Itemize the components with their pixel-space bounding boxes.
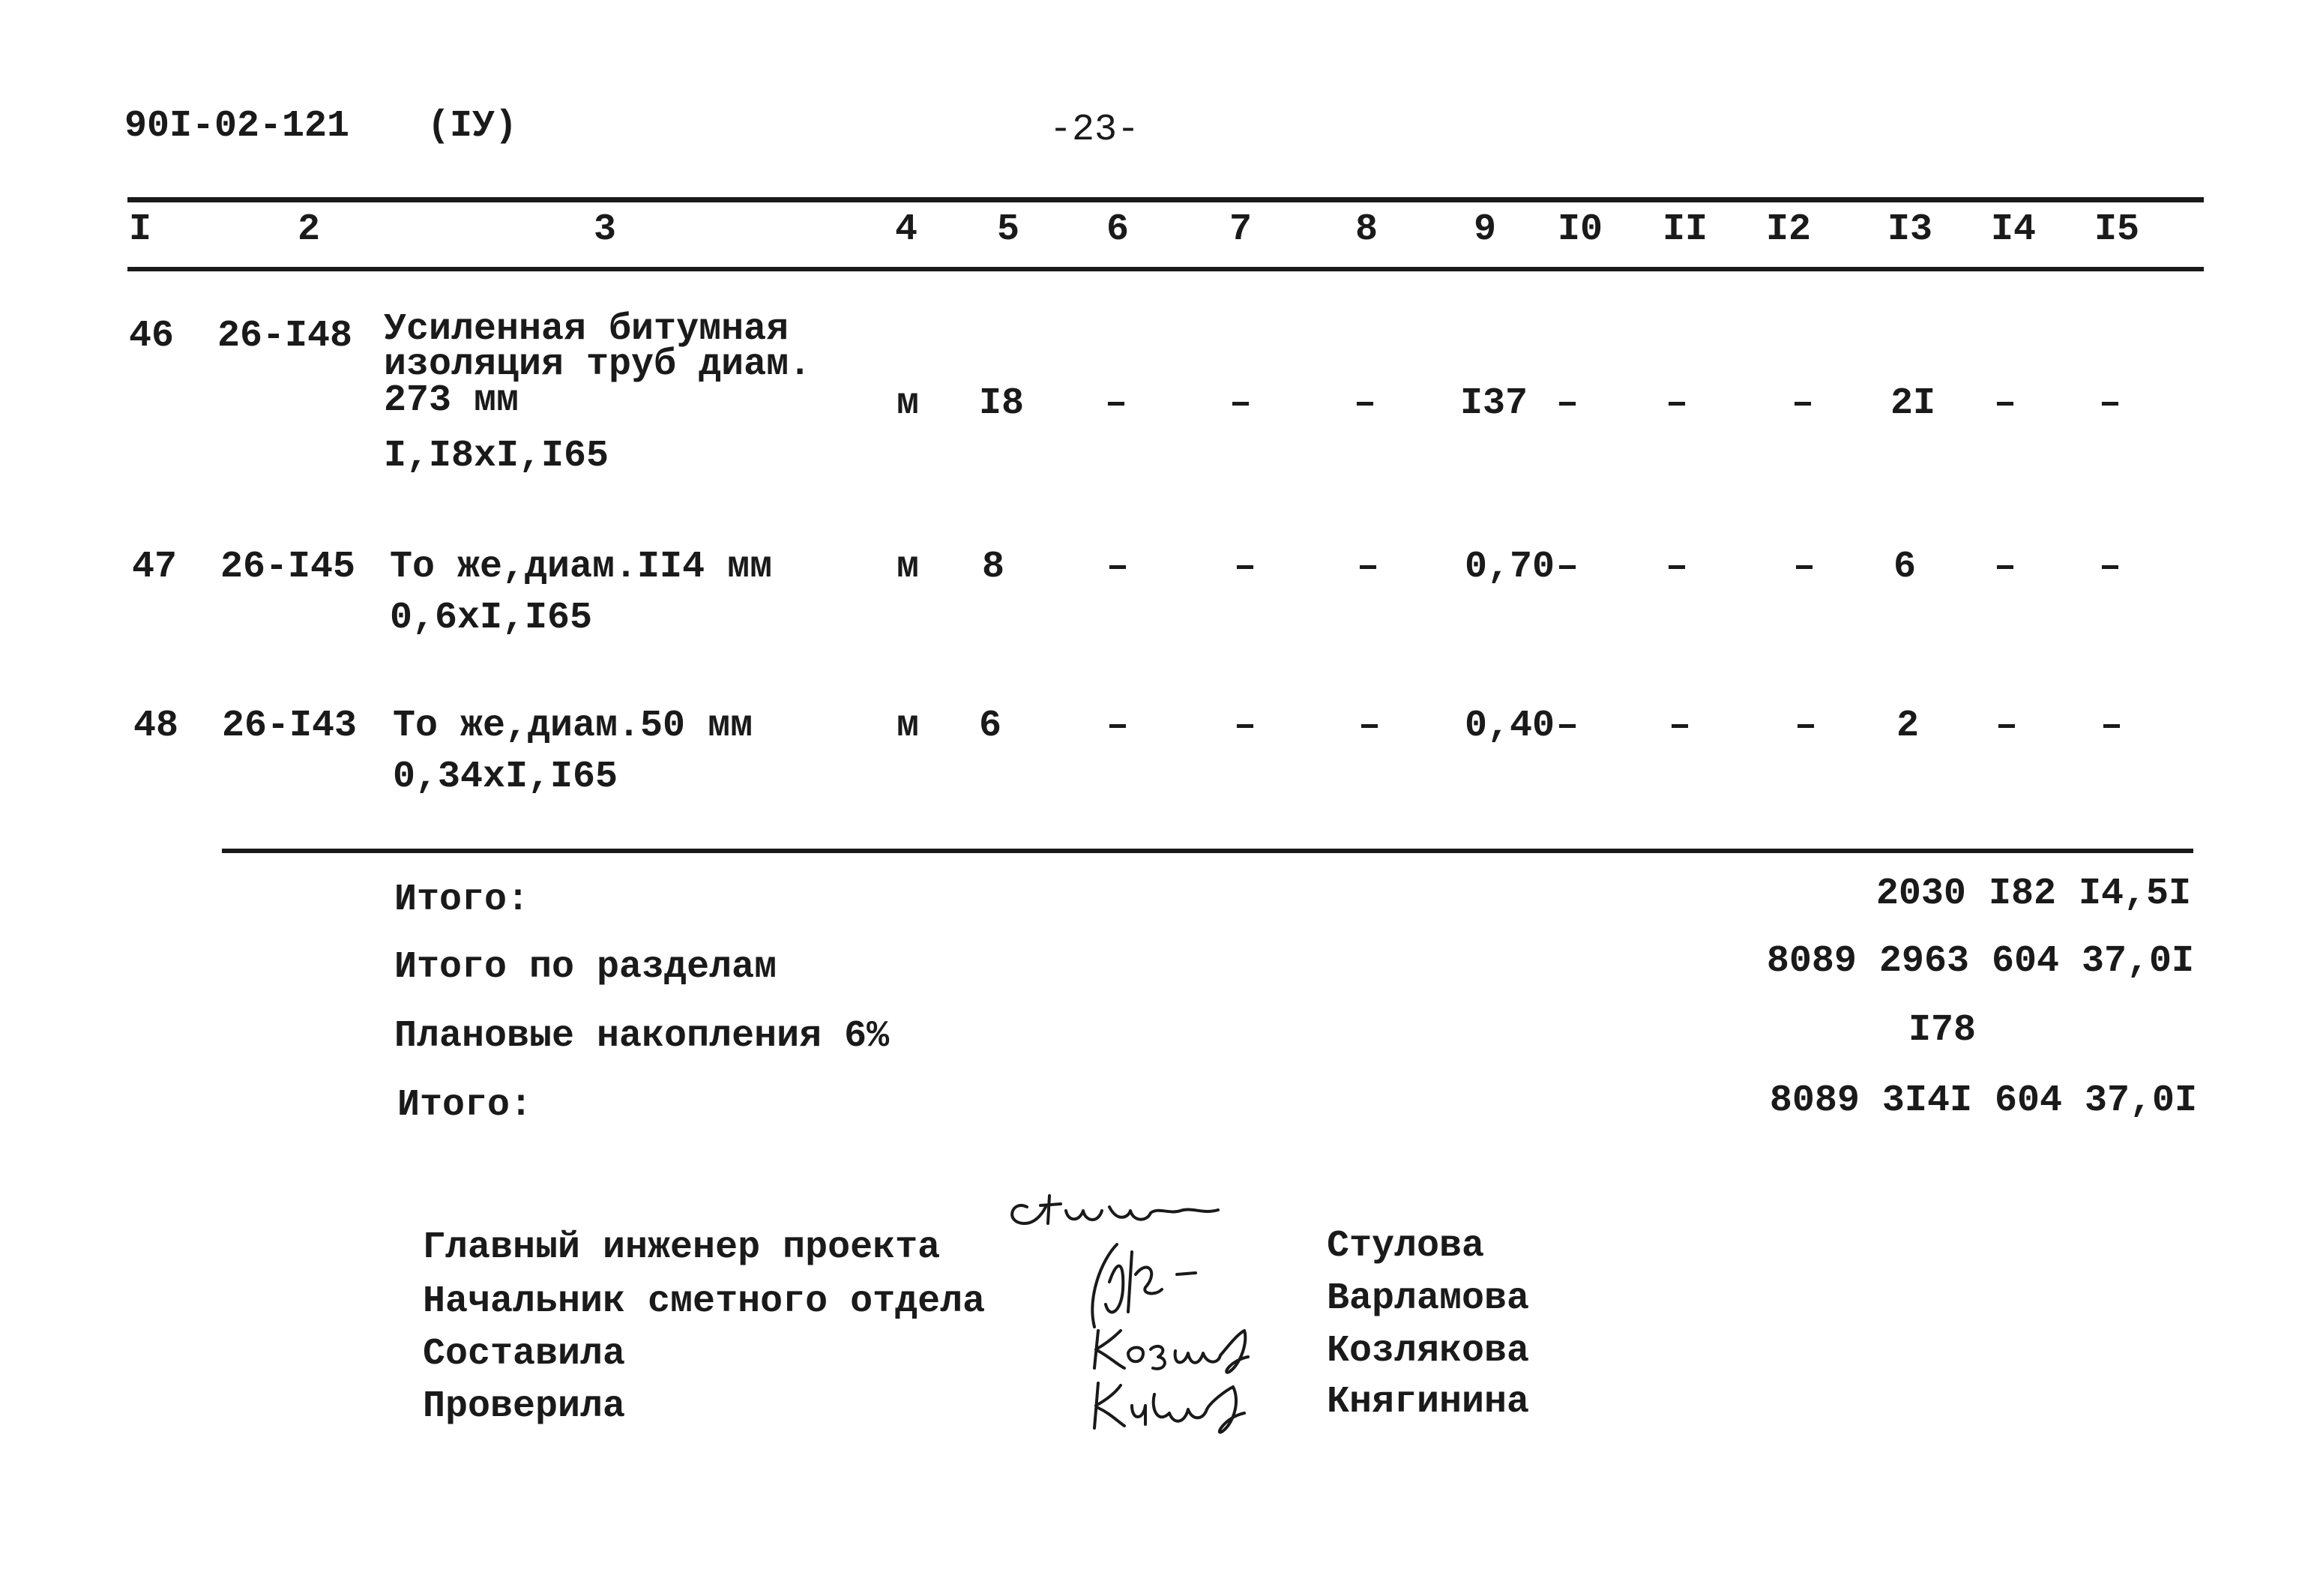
row-description-line: изоляция труб диам. <box>384 343 812 386</box>
col-header-8: 8 <box>1355 208 1379 251</box>
row-col15: – <box>2099 546 2122 588</box>
row-col8: – <box>1354 382 1377 425</box>
col-header-9: 9 <box>1474 208 1497 251</box>
row-col7: – <box>1229 382 1253 425</box>
row-col7: – <box>1234 705 1257 747</box>
row-formula: 0,6xI,I65 <box>390 597 593 639</box>
handwritten-signature-3 <box>1087 1319 1297 1379</box>
row-col10: – <box>1556 546 1579 588</box>
col-header-4: 4 <box>895 208 918 251</box>
row-col6: – <box>1106 705 1130 747</box>
col-header-6: 6 <box>1106 208 1130 251</box>
row-col10: – <box>1556 382 1579 425</box>
row-description-line: Усиленная битумная <box>384 308 789 351</box>
row-col14: – <box>1994 546 2017 588</box>
row-col9: I37 <box>1460 382 1528 425</box>
handwritten-signature-4 <box>1087 1372 1297 1439</box>
page-number: -23- <box>1049 109 1140 151</box>
row-col13: 2I <box>1890 382 1936 425</box>
signature-role: Составила <box>423 1333 626 1376</box>
row-index: 46 <box>129 315 175 358</box>
row-code: 26-I43 <box>222 705 358 747</box>
col-header-5: 5 <box>997 208 1020 251</box>
row-quantity: I8 <box>979 382 1025 425</box>
row-col15: – <box>2100 705 2124 747</box>
signature-name: Варламова <box>1327 1277 1530 1320</box>
row-col11: – <box>1666 546 1689 588</box>
row-unit: м <box>897 546 920 588</box>
col-header-15: I5 <box>2094 208 2140 251</box>
totals-rule <box>222 849 2193 853</box>
total-values: 8089 2963 604 37,0I <box>1766 940 2194 983</box>
total-values: I78 <box>1908 1009 1977 1052</box>
signature-role: Проверила <box>423 1385 626 1428</box>
row-unit: м <box>897 705 920 747</box>
col-header-12: I2 <box>1766 208 1812 251</box>
col-header-11: II <box>1663 208 1708 251</box>
signature-name: Стулова <box>1327 1225 1485 1268</box>
total-values: 2030 I82 I4,5I <box>1875 873 2191 915</box>
header-top-rule <box>127 197 2204 202</box>
col-header-2: 2 <box>298 208 321 251</box>
row-col9: 0,70 <box>1465 546 1555 588</box>
document-code: 90I-02-121 <box>124 105 350 148</box>
row-col12: – <box>1792 382 1815 425</box>
row-description-line: То же,диам.II4 мм <box>390 546 773 588</box>
row-col11: – <box>1666 382 1689 425</box>
total-label: Плановые накопления 6% <box>394 1015 890 1058</box>
total-values: 8089 3I4I 604 37,0I <box>1769 1079 2197 1122</box>
col-header-10: I0 <box>1558 208 1603 251</box>
header-bottom-rule <box>127 267 2204 271</box>
signature-name: Княгинина <box>1327 1381 1530 1424</box>
row-col13: 2 <box>1896 705 1920 747</box>
signature-role: Начальник сметного отдела <box>423 1280 986 1323</box>
signature-name: Козлякова <box>1327 1330 1530 1373</box>
total-label: Итого: <box>394 879 530 921</box>
row-col6: – <box>1105 382 1128 425</box>
col-header-14: I4 <box>1991 208 2037 251</box>
row-col11: – <box>1669 705 1692 747</box>
row-description-line: То же,диам.50 мм <box>393 705 753 747</box>
row-code: 26-I48 <box>217 315 353 358</box>
row-formula: 0,34xI,I65 <box>393 756 618 798</box>
row-formula: I,I8xI,I65 <box>384 435 609 478</box>
row-col13: 6 <box>1893 546 1917 588</box>
row-col12: – <box>1795 705 1818 747</box>
total-label: Итого: <box>397 1084 533 1127</box>
signature-role: Главный инженер проекта <box>423 1226 941 1269</box>
col-header-1: I <box>129 208 152 251</box>
total-label: Итого по разделам <box>394 946 777 989</box>
col-header-13: I3 <box>1887 208 1933 251</box>
handwritten-signature-2 <box>1064 1229 1244 1334</box>
row-index: 48 <box>133 705 179 747</box>
row-unit: м <box>897 382 920 425</box>
row-col14: – <box>1995 705 2019 747</box>
row-col9: 0,40 <box>1465 705 1555 747</box>
row-col7: – <box>1234 546 1257 588</box>
row-col8: – <box>1357 546 1380 588</box>
col-header-7: 7 <box>1229 208 1253 251</box>
col-header-3: 3 <box>594 208 617 251</box>
row-col14: – <box>1994 382 2017 425</box>
row-description-line: 273 мм <box>384 379 519 422</box>
row-code: 26-I45 <box>220 546 356 588</box>
row-col15: – <box>2099 382 2122 425</box>
row-col12: – <box>1793 546 1816 588</box>
row-quantity: 6 <box>979 705 1002 747</box>
row-col6: – <box>1106 546 1130 588</box>
document-part: (IУ) <box>427 105 518 148</box>
row-col10: – <box>1556 705 1579 747</box>
row-index: 47 <box>132 546 178 588</box>
row-quantity: 8 <box>982 546 1005 588</box>
row-col8: – <box>1358 705 1381 747</box>
